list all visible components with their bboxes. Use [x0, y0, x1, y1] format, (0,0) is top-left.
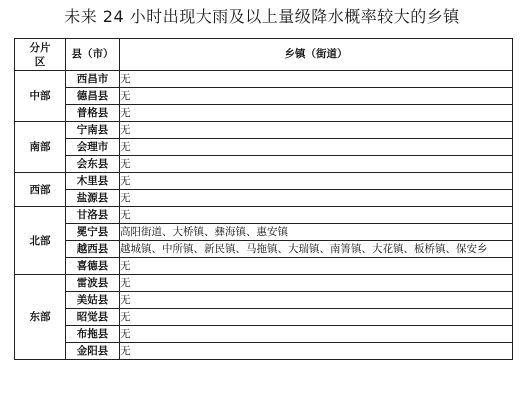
towns-cell: 无: [120, 309, 513, 326]
header-region-line1: 分片: [29, 41, 51, 54]
towns-cell: 无: [120, 292, 513, 309]
table-row: [15, 71, 513, 88]
table-row: [15, 207, 513, 224]
table-header-row: [15, 39, 513, 71]
county-cell: 西昌市: [66, 71, 120, 88]
region-cell: 南部: [15, 122, 66, 173]
county-cell: 甘洛县: [66, 207, 120, 224]
county-cell: 宁南县: [66, 122, 120, 139]
header-region-line2: 区: [34, 55, 46, 68]
county-cell: 会理市: [66, 139, 120, 156]
table-row: [15, 139, 513, 156]
county-cell: 冕宁县: [66, 224, 120, 241]
towns-cell: 越城镇、中所镇、新民镇、马拖镇、大瑞镇、南箐镇、大花镇、板桥镇、保安乡: [120, 241, 513, 258]
header-towns: 乡镇（街道）: [120, 39, 513, 71]
county-cell: 雷波县: [66, 275, 120, 292]
table-row: [15, 173, 513, 190]
county-cell: 美姑县: [66, 292, 120, 309]
table-row: [15, 156, 513, 173]
table-row: [15, 105, 513, 122]
towns-cell: 无: [120, 173, 513, 190]
table-row: [15, 88, 513, 105]
county-cell: 盐源县: [66, 190, 120, 207]
towns-cell: 无: [120, 139, 513, 156]
county-cell: 布拖县: [66, 326, 120, 343]
county-cell: 昭觉县: [66, 309, 120, 326]
table-row: [15, 309, 513, 326]
table-row: [15, 241, 513, 258]
towns-cell: 高阳街道、大桥镇、彝海镇、惠安镇: [120, 224, 513, 241]
towns-cell: 无: [120, 207, 513, 224]
county-cell: 会东县: [66, 156, 120, 173]
towns-cell: 无: [120, 88, 513, 105]
towns-cell: 无: [120, 258, 513, 275]
towns-cell: 无: [120, 122, 513, 139]
page-title: 未来 24 小时出现大雨及以上量级降水概率较大的乡镇: [64, 7, 460, 26]
table-row: [15, 275, 513, 292]
table-row: [15, 190, 513, 207]
table-row: [15, 343, 513, 360]
county-cell: 越西县: [66, 241, 120, 258]
county-cell: 木里县: [66, 173, 120, 190]
table-body: [15, 71, 513, 360]
table-row: [15, 122, 513, 139]
towns-cell: 无: [120, 275, 513, 292]
table-row: [15, 258, 513, 275]
table-row: [15, 326, 513, 343]
towns-cell: 无: [120, 190, 513, 207]
region-cell: 中部: [15, 71, 66, 122]
table-row: [15, 224, 513, 241]
towns-cell: 无: [120, 343, 513, 360]
region-cell: 北部: [15, 207, 66, 275]
county-cell: 普格县: [66, 105, 120, 122]
towns-cell: 无: [120, 105, 513, 122]
county-cell: 喜德县: [66, 258, 120, 275]
towns-cell: 无: [120, 71, 513, 88]
region-cell: 西部: [15, 173, 66, 207]
header-county: 县（市）: [66, 39, 120, 71]
county-cell: 金阳县: [66, 343, 120, 360]
county-cell: 德昌县: [66, 88, 120, 105]
towns-cell: 无: [120, 156, 513, 173]
table-row: [15, 292, 513, 309]
towns-cell: 无: [120, 326, 513, 343]
region-cell: 东部: [15, 275, 66, 360]
rainfall-township-table: [14, 38, 513, 360]
header-region: [15, 39, 66, 71]
